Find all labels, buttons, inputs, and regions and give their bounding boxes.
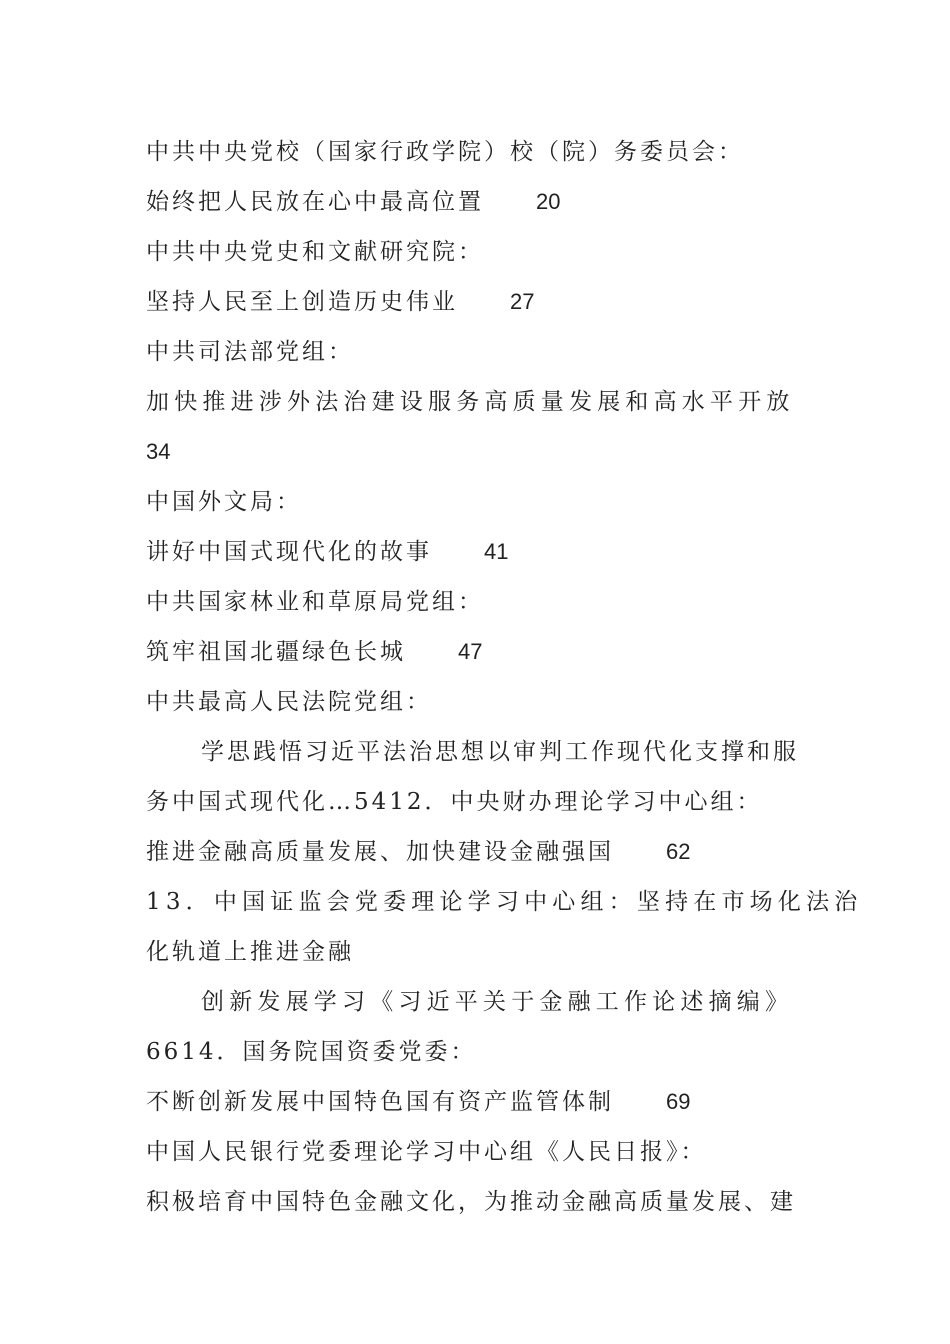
toc-title: 始终把人民放在心中最高位置 — [146, 189, 484, 215]
toc-heading — [146, 327, 811, 377]
toc-title: 积极培育中国特色金融文化，为推动金融高质量发展、建 — [146, 1189, 796, 1215]
toc-title: 6614．国务院国资委党委： — [146, 1039, 477, 1065]
toc-entry — [146, 777, 811, 827]
toc-entry — [146, 427, 811, 477]
toc-page-number: 69 — [666, 1089, 691, 1114]
toc-org-label: 中国人民银行党委理论学习中心组《人民日报》： — [146, 1139, 707, 1165]
toc-title: 筑牢祖国北疆绿色长城 — [146, 639, 406, 665]
toc-entry — [146, 1077, 811, 1127]
toc-title: 不断创新发展中国特色国有资产监管体制 — [146, 1089, 614, 1115]
toc-org-label: 中国外文局： — [146, 489, 302, 515]
toc-title: 坚持人民至上创造历史伟业 — [146, 289, 458, 315]
toc-page-number: 20 — [536, 189, 561, 214]
toc-entry — [146, 1027, 811, 1077]
toc-org-label: 中共最高人民法院党组： — [146, 689, 432, 715]
toc-heading — [146, 1127, 811, 1177]
toc-page-number: 34 — [146, 439, 171, 464]
toc-entry — [146, 927, 811, 977]
toc-title: 创新发展学习《习近平关于金融工作论述摘编》 — [201, 989, 794, 1015]
toc-entry — [146, 627, 811, 677]
toc-title: 13．中国证监会党委理论学习中心组：坚持在市场化法治 — [146, 889, 863, 915]
toc-heading — [146, 577, 811, 627]
toc-org-label: 中共司法部党组： — [146, 339, 354, 365]
toc-entry — [146, 277, 811, 327]
toc-title: 加快推进涉外法治建设服务高质量发展和高水平开放 — [146, 389, 795, 415]
toc-entry — [146, 527, 811, 577]
toc-page-number: 47 — [458, 639, 483, 664]
toc-title: 化轨道上推进金融 — [146, 939, 354, 965]
toc-heading — [146, 677, 811, 727]
toc-page-number: 62 — [666, 839, 691, 864]
toc-entry — [146, 727, 811, 777]
toc-entry — [146, 177, 811, 227]
toc-entry — [146, 377, 811, 427]
toc-page-number: 27 — [510, 289, 535, 314]
toc-title: 学思践悟习近平法治思想以审判工作现代化支撑和服 — [201, 739, 799, 765]
toc-title: 讲好中国式现代化的故事 — [146, 539, 432, 565]
toc-title: 推进金融高质量发展、加快建设金融强国 — [146, 839, 614, 865]
toc-title: 务中国式现代化…5412．中央财办理论学习中心组： — [146, 789, 763, 815]
toc-page-number: 41 — [484, 539, 509, 564]
toc-entry — [146, 977, 811, 1027]
toc-entry — [146, 827, 811, 877]
toc-entry — [146, 1177, 811, 1227]
toc-entry — [146, 877, 863, 927]
toc-heading — [146, 127, 811, 177]
toc-org-label: 中共中央党校（国家行政学院）校（院）务委员会： — [146, 139, 744, 165]
toc-body — [146, 127, 863, 1227]
toc-heading — [146, 227, 811, 277]
toc-heading — [146, 477, 811, 527]
toc-org-label: 中共中央党史和文献研究院： — [146, 239, 484, 265]
toc-org-label: 中共国家林业和草原局党组： — [146, 589, 484, 615]
